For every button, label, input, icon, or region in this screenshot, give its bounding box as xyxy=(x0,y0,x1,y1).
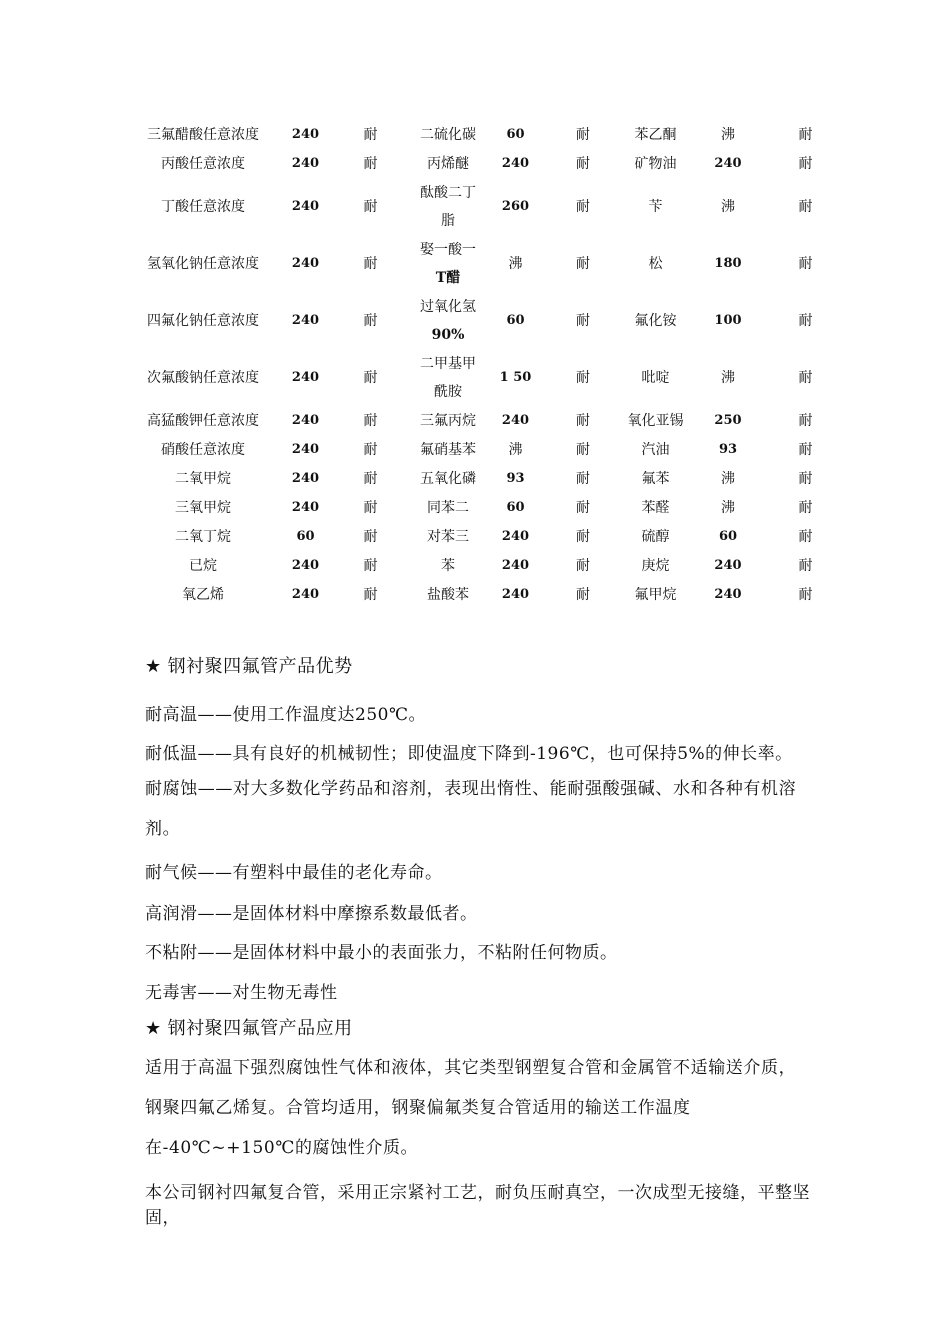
table-cell: 丙酸任意浓度 xyxy=(161,155,245,172)
table-cell: 240 xyxy=(291,369,320,385)
advantage-item: 无毒害——对生物无毒性 xyxy=(145,983,338,1003)
table-cell: 60 xyxy=(718,528,738,544)
table-row xyxy=(128,120,843,149)
table-cell: 二氧甲烷 xyxy=(175,470,231,487)
table-cell: 100 xyxy=(714,312,742,328)
chemical-resistance-table xyxy=(128,120,843,609)
table-cell: 耐 xyxy=(363,155,378,172)
table-cell: 耐 xyxy=(798,155,813,172)
table-cell: 耐 xyxy=(363,126,378,143)
table-cell: 对苯三 xyxy=(427,528,469,545)
table-cell: 耐 xyxy=(576,412,590,429)
table-cell: 1 50 xyxy=(499,369,532,385)
table-cell: 耐 xyxy=(576,155,590,172)
table-cell: 沸 xyxy=(721,198,735,215)
table-cell: 240 xyxy=(291,441,320,457)
table-cell: 汽油 xyxy=(641,441,670,458)
advantage-item: 耐腐蚀——对大多数化学药品和溶剂，表现出惰性、能耐强酸强碱、水和各种有机溶剂。 xyxy=(145,779,797,839)
table-cell: 240 xyxy=(291,155,320,171)
advantage-item: 不粘附——是固体材料中最小的表面张力，不粘附任何物质。 xyxy=(145,943,618,963)
table-row xyxy=(128,235,843,292)
table-cell: 240 xyxy=(291,126,320,142)
table-cell: 沸 xyxy=(721,126,735,143)
table-cell: 沸 xyxy=(508,441,523,458)
table-cell: 耐 xyxy=(576,470,590,487)
table-cell: 高猛酸钾任意浓度 xyxy=(147,412,259,429)
table-row xyxy=(128,464,843,493)
table-cell: 耐 xyxy=(363,255,378,272)
table-cell: 240 xyxy=(291,499,320,515)
table-cell: 耐 xyxy=(798,255,813,272)
table-cell: 盐酸苯 xyxy=(427,586,469,603)
advantage-item: 耐气候——有塑料中最佳的老化寿命。 xyxy=(145,863,443,883)
cell-line: 过氧化氢 xyxy=(420,298,476,315)
applications-paragraph: 本公司钢衬四氟复合管，采用正宗紧衬工艺，耐负压耐真空，一次成型无接缝，平整坚固， xyxy=(145,1183,810,1228)
table-cell: 三氟醋酸任意浓度 xyxy=(147,126,259,143)
star-icon: ★ xyxy=(145,656,162,677)
table-body xyxy=(128,120,843,609)
table-cell: 耐 xyxy=(798,557,813,574)
table-cell: 二氧丁烷 xyxy=(175,528,231,545)
table-cell: 氟甲烷 xyxy=(634,586,677,603)
cell-line: 90% xyxy=(431,326,465,343)
advantage-item: 耐低温——具有良好的机械韧性；即使温度下降到-196℃，也可保持5%的伸长率。 xyxy=(145,744,793,764)
table-cell: 耐 xyxy=(363,369,378,386)
table-row xyxy=(128,493,843,522)
table-cell: 苯 xyxy=(441,557,455,574)
table-cell: 260 xyxy=(501,198,530,214)
table-cell: 耐 xyxy=(798,470,813,487)
table-cell: 耐 xyxy=(363,557,378,574)
table-cell: 240 xyxy=(501,155,530,171)
wrapped-cell-text xyxy=(417,350,479,406)
table-row xyxy=(128,435,843,464)
cell-line: 娶一酸一 xyxy=(420,241,476,258)
table-cell: 同苯二 xyxy=(427,499,469,516)
applications-heading-line xyxy=(145,1014,810,1040)
table-cell: 耐 xyxy=(798,198,813,215)
table-cell: 耐 xyxy=(363,441,378,458)
table-cell: 沸 xyxy=(721,369,735,386)
table-cell: 四氟化钠任意浓度 xyxy=(147,312,259,329)
advantage-item: 高润滑——是固体材料中摩擦系数最低者。 xyxy=(145,904,478,924)
table-cell: 沸 xyxy=(508,255,523,272)
table-cell: 240 xyxy=(291,470,320,486)
table-cell: 60 xyxy=(296,528,315,544)
table-cell: 耐 xyxy=(576,441,590,458)
table-cell: 耐 xyxy=(798,126,813,143)
table-cell: 93 xyxy=(506,470,525,486)
table-row xyxy=(128,178,843,235)
table-row xyxy=(128,580,843,609)
table-row xyxy=(128,349,843,406)
applications-heading: 钢衬聚四氟管产品应用 xyxy=(167,1018,353,1039)
table-cell: 松 xyxy=(648,255,663,272)
table-cell: 耐 xyxy=(576,312,590,329)
table-cell: 240 xyxy=(714,155,742,171)
table-cell: 240 xyxy=(714,586,742,602)
table-cell: 沸 xyxy=(721,470,735,487)
table-row xyxy=(128,149,843,178)
table-cell: 耐 xyxy=(363,586,378,603)
table-cell: 60 xyxy=(506,499,525,515)
table-cell: 240 xyxy=(501,557,530,573)
table-row xyxy=(128,406,843,435)
table-cell: 93 xyxy=(718,441,738,457)
table-cell: 240 xyxy=(501,528,530,544)
table-cell: 耐 xyxy=(363,412,378,429)
table-cell: 耐 xyxy=(363,312,378,329)
wrapped-cell-text xyxy=(417,293,479,349)
table-cell: 三氧甲烷 xyxy=(175,499,231,516)
table-cell: 耐 xyxy=(798,412,813,429)
table-cell: 苯醛 xyxy=(641,499,670,516)
cell-line: 二甲基甲 xyxy=(420,355,476,372)
table-cell: 耐 xyxy=(363,470,378,487)
table-cell: 苯乙酮 xyxy=(634,126,677,143)
table-cell: 240 xyxy=(291,312,320,328)
table-cell: 苄 xyxy=(648,198,663,215)
table-cell: 耐 xyxy=(798,499,813,516)
table-cell: 耐 xyxy=(798,586,813,603)
cell-line: 酰胺 xyxy=(434,383,462,400)
table-cell: 耐 xyxy=(576,255,590,272)
table-cell: 耐 xyxy=(576,528,590,545)
table-cell: 耐 xyxy=(576,586,590,603)
table-cell: 60 xyxy=(506,126,525,142)
table-cell: 二硫化碳 xyxy=(420,126,476,143)
table-cell: 耐 xyxy=(363,528,378,545)
table-cell: 耐 xyxy=(798,441,813,458)
table-cell: 氟硝基苯 xyxy=(420,441,476,458)
table-cell xyxy=(408,349,488,406)
table-cell: 240 xyxy=(501,412,530,428)
table-cell: 240 xyxy=(291,255,320,271)
advantages-heading-line xyxy=(145,652,810,678)
table-cell: 240 xyxy=(291,557,320,573)
table-cell: 60 xyxy=(506,312,525,328)
table-cell: 矿物油 xyxy=(634,155,677,172)
table-cell: 三氟丙烷 xyxy=(420,412,476,429)
table-cell: 240 xyxy=(291,412,320,428)
table-cell: 硫醇 xyxy=(641,528,670,545)
table-cell: 耐 xyxy=(798,369,813,386)
table-cell: 耐 xyxy=(363,499,378,516)
table-cell xyxy=(408,235,488,292)
cell-line: T醋 xyxy=(435,269,461,286)
table-cell: 氟化铵 xyxy=(634,312,677,329)
advantages-heading: 钢衬聚四氟管产品优势 xyxy=(167,656,353,677)
table-cell: 耐 xyxy=(576,369,590,386)
table-cell: 250 xyxy=(714,412,742,428)
table-cell: 硝酸任意浓度 xyxy=(161,441,245,458)
table-cell: 240 xyxy=(291,586,320,602)
table-cell: 耐 xyxy=(798,528,813,545)
table-cell: 氧化亚锡 xyxy=(627,412,684,429)
wrapped-cell-text xyxy=(417,179,479,235)
table-cell: 耐 xyxy=(576,126,590,143)
wrapped-cell-text xyxy=(417,236,479,292)
table-cell: 氧乙烯 xyxy=(182,586,224,603)
advantage-item: 耐高温——使用工作温度达250℃。 xyxy=(145,705,426,725)
table-cell: 氢氧化钠任意浓度 xyxy=(147,255,259,272)
table-cell: 氟苯 xyxy=(641,470,670,487)
applications-paragraph: 适用于高温下强烈腐蚀性气体和液体，其它类型钢塑复合管和金属管不适输送介质，钢聚四氟乙烯复。合管均适用，钢聚偏氟类复合管适用的输送工作温度在-40℃~+150℃的腐蚀性介质。 xyxy=(145,1058,797,1158)
table-cell: 丁酸任意浓度 xyxy=(161,198,245,215)
table-cell: 吡啶 xyxy=(641,369,670,386)
table-cell: 沸 xyxy=(721,499,735,516)
table-cell: 180 xyxy=(714,255,742,271)
table-row xyxy=(128,551,843,580)
table-cell: 庚烷 xyxy=(641,557,670,574)
table-cell: 240 xyxy=(501,586,530,602)
table-cell xyxy=(408,178,488,235)
table-cell: 耐 xyxy=(576,557,590,574)
table-row xyxy=(128,522,843,551)
table-cell: 耐 xyxy=(576,198,590,215)
star-icon: ★ xyxy=(145,1018,162,1039)
cell-line: 脂 xyxy=(441,212,455,229)
table-row xyxy=(128,292,843,349)
table-cell: 丙烯醚 xyxy=(427,155,469,172)
cell-line: 酞酸二丁 xyxy=(420,184,476,201)
table-cell: 耐 xyxy=(576,499,590,516)
table-cell: 五氧化磷 xyxy=(420,470,476,487)
table-cell: 耐 xyxy=(363,198,378,215)
table-cell: 240 xyxy=(714,557,742,573)
table-cell: 已烷 xyxy=(189,557,217,574)
table-cell: 耐 xyxy=(798,312,813,329)
table-cell xyxy=(408,292,488,349)
table-cell: 次氟酸钠任意浓度 xyxy=(147,369,259,386)
table-cell: 240 xyxy=(291,198,320,214)
